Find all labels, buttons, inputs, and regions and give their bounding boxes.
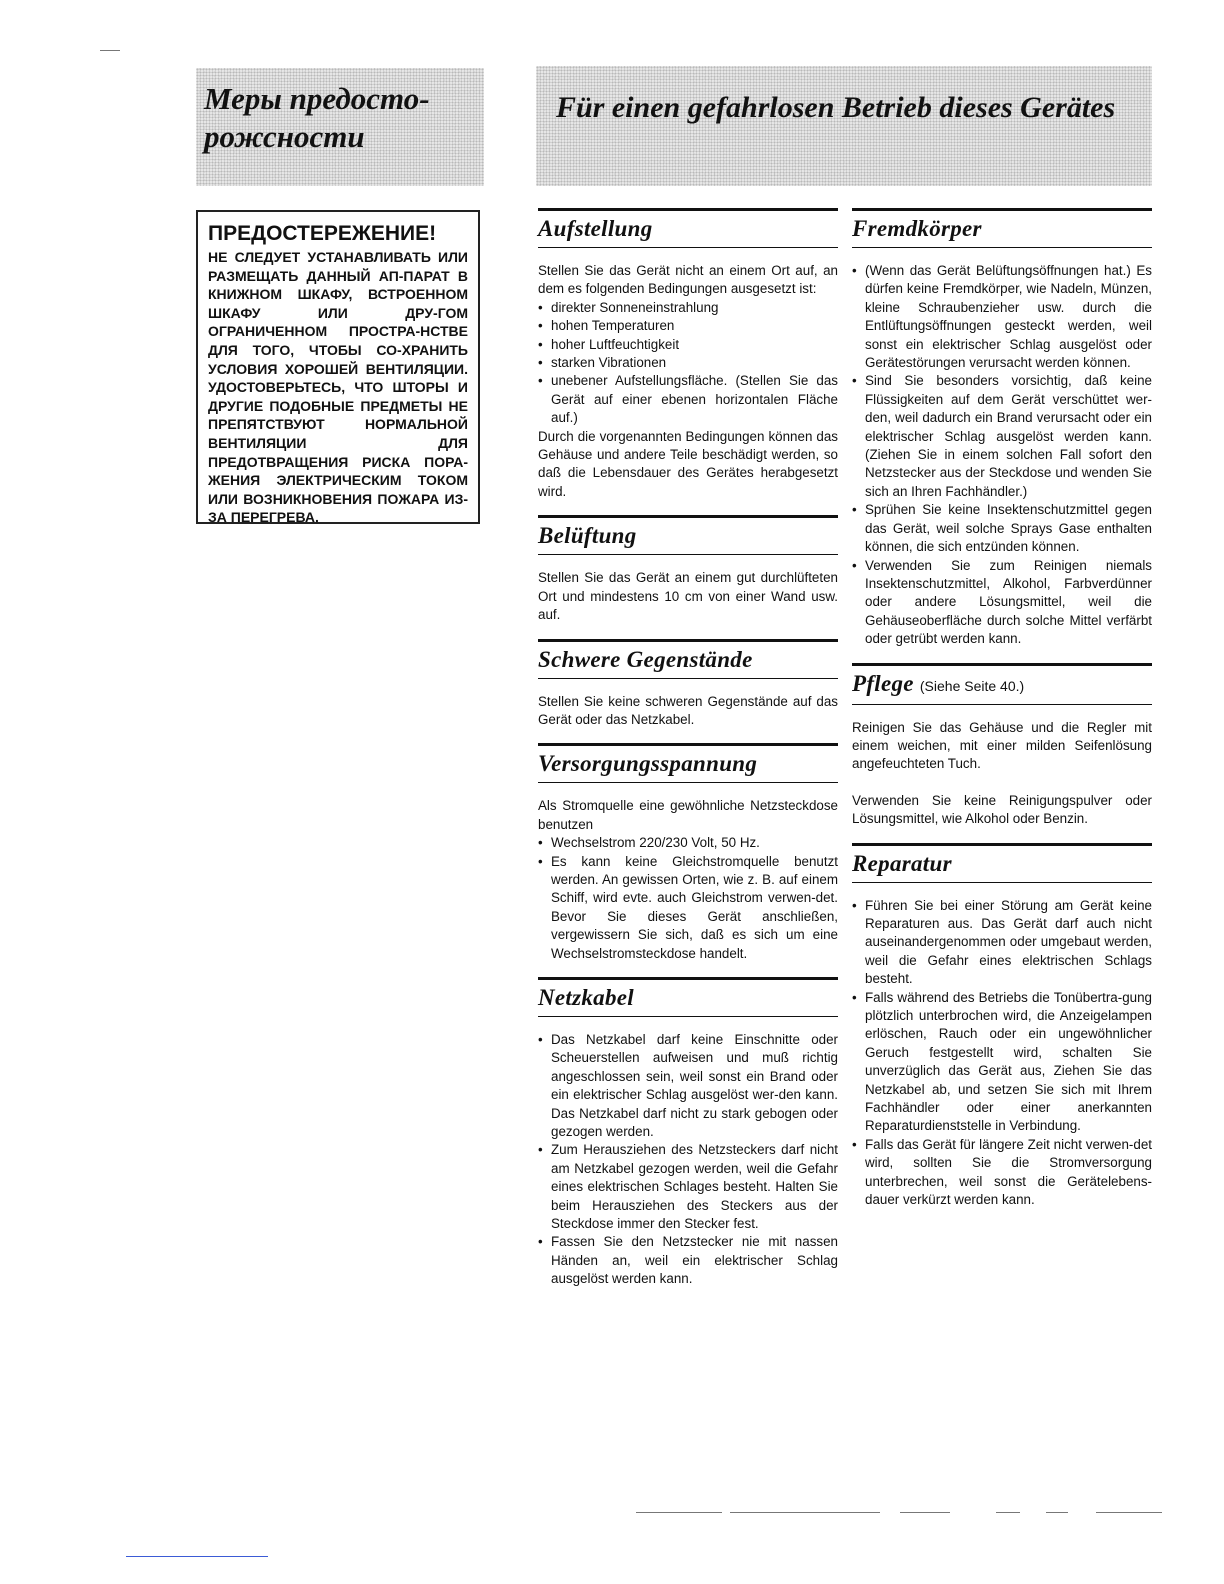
- netzkabel-list: [538, 1031, 838, 1289]
- banner-german: [536, 66, 1152, 186]
- heading-reparatur: Reparatur: [852, 843, 1152, 883]
- section-fremdkoerper: [852, 208, 1152, 649]
- pflege-paragraph-2: Verwenden Sie keine Reinigungspulver oder Lösungsmittel, wie Alkohol oder Benzin.: [852, 792, 1152, 827]
- list-item: • unebener Aufstellungsfläche. (Stellen Sie das Gerät auf einer ebenen horizontalen Fläche auf.): [538, 372, 838, 427]
- section-reparatur: [852, 843, 1152, 1210]
- section-belueftung: [538, 515, 838, 624]
- list-item: • Zum Herausziehen des Netzsteckers darf nicht am Netzkabel gezogen werden, weil die Gefahr eines elektrischen Schlages besteht. Halten Sie beim Herausziehen des Steckers aus der Steckdose immer den Stecker fest.: [538, 1141, 838, 1233]
- list-item: • Wechselstrom 220/230 Volt, 50 Hz.: [538, 834, 838, 852]
- warning-box: [196, 210, 480, 524]
- footer-rule: [730, 1512, 880, 1513]
- pflege-heading-text: Pflege: [852, 670, 914, 696]
- list-item: • Das Netzkabel darf keine Einschnitte oder Scheuerstellen aufweisen und muß richtig angeschlossen sein, weil sonst ein Brand oder ein elektrischer Schlag ausgelöst wer-den kann. Das Netzkabel darf nicht zu stark gebogen oder gezogen werden.: [538, 1031, 838, 1141]
- footer-rule: [636, 1512, 722, 1513]
- section-pflege: [852, 663, 1152, 829]
- schwere-text: Stellen Sie keine schweren Gegenstände auf das Gerät oder das Netzkabel.: [538, 693, 838, 727]
- list-item: • (Wenn das Gerät Belüftungsöffnungen hat.) Es dürfen keine Fremdkörper, wie Nadeln, Münzen, kleine Schraubenzieher usw. durch die Entlüftungsöffnungen gesteckt werden, weil sonst ein elektrischer Schlag ausgelöst oder Gerätestörungen verursacht werden können.: [852, 262, 1152, 372]
- list-item: • Führen Sie bei einer Störung am Gerät keine Reparaturen aus. Das Gerät darf auch nicht auseinandergenommen oder umgebaut werden, weil die Gefahr eines elektrischen Schlags besteht.: [852, 897, 1152, 989]
- column-right: [852, 208, 1152, 1223]
- heading-schwere: Schwere Gegenstände: [538, 639, 838, 679]
- list-item: • Falls während des Betriebs die Tonübertra-gung plötzlich unterbrochen wird, die Anzeigelampen erlöschen, Rauch oder ein ungewöhnlicher Geruch festgestellt wird, schalten Sie unverzüglich das Gerät aus, Ziehen Sie das Netzkabel ab, und setzen Sie sich mit Ihrem Fachhändler oder einer anerkannten Reparaturdienststelle in Verbindung.: [852, 989, 1152, 1136]
- list-item: • Verwenden Sie zum Reinigen niemals Insektenschutzmittel, Alkohol, Farbverdünner oder andere Lösungsmittel, weil die Gehäuseoberfläche durch solche Mittel verfärbt oder getrübt werden kann.: [852, 557, 1152, 649]
- scan-artifact-line: [100, 50, 120, 51]
- versorgung-list: [538, 834, 838, 963]
- footer-rule: [1046, 1512, 1068, 1513]
- section-aufstellung: [538, 208, 838, 501]
- banner-title-german: Für einen gefahrlosen Betrieb dieses Gerätes: [556, 91, 1116, 124]
- heading-aufstellung: Aufstellung: [538, 208, 838, 248]
- versorgung-intro: Als Stromquelle eine gewöhnliche Netzsteckdose benutzen: [538, 798, 838, 832]
- banner-russian: [196, 68, 484, 186]
- fremdkoerper-list: [852, 262, 1152, 649]
- reparatur-list: [852, 897, 1152, 1210]
- heading-pflege: [852, 663, 1152, 705]
- pflege-paragraph-1: Reinigen Sie das Gehäuse und die Regler mit einem weichen, mit einer milden Seifenlösung angefeuchteten Tuch.: [852, 719, 1152, 772]
- list-item: • starken Vibrationen: [538, 354, 838, 372]
- heading-versorgung: Versorgungsspannung: [538, 743, 838, 783]
- list-item: • hoher Luftfeuchtigkeit: [538, 336, 838, 354]
- warning-text: НЕ СЛЕДУЕТ УСТАНАВЛИВАТЬ ИЛИ РАЗМЕЩАТЬ ДАННЫЙ АП-ПАРАТ В КНИЖНОМ ШКАФУ, ВСТРОЕННОМ ШКАФУ ИЛИ ДРУ-ГОМ ОГРАНИЧЕННОМ ПРОСТРА-НСТВЕ ДЛЯ ТОГО, ЧТОБЫ СО-ХРАНИТЬ УСЛОВИЯ ХОРОШЕЙ ВЕНТИЛЯЦИИ. УДОСТОВЕРЬТЕСЬ, ЧТО ШТОРЫ И ДРУГИЕ ПОДОБНЫЕ ПРЕДМЕТЫ НЕ ПРЕПЯТСТВУЮТ НОРМАЛЬНОЙ ВЕНТИЛЯЦИИ ДЛЯ ПРЕДОТВРАЩЕНИЯ РИСКА ПОРА-ЖЕНИЯ ЭЛЕКТРИЧЕСКИМ ТОКОМ ИЛИ ВОЗНИКНОВЕНИЯ ПОЖАРА ИЗ-ЗА ПЕРЕГРЕВА.: [208, 249, 468, 526]
- footer-rule: [1096, 1512, 1162, 1513]
- aufstellung-list: [538, 299, 838, 428]
- belueftung-text: Stellen Sie das Gerät an einem gut durchlüfteten Ort und mindestens 10 cm von einer Wand usw. auf.: [538, 570, 838, 623]
- section-schwere: [538, 639, 838, 730]
- list-item: • direkter Sonneneinstrahlung: [538, 299, 838, 317]
- aufstellung-outro: Durch die vorgenannten Bedingungen können das Gehäuse und andere Teile beschädigt werden, so daß die Lebensdauer des Gerätes herabgesetzt wird.: [538, 428, 838, 499]
- banner-title-russian: Меры предосто-рожсности: [204, 81, 430, 154]
- heading-netzkabel: Netzkabel: [538, 977, 838, 1017]
- list-item: • Fassen Sie den Netzstecker nie mit nassen Händen an, weil ein elektrischer Schlag ausgelöst werden kann.: [538, 1233, 838, 1288]
- column-middle: [538, 208, 838, 1303]
- warning-title: ПРЕДОСТЕРЕЖЕНИЕ!: [208, 222, 437, 245]
- heading-fremdkoerper: Fremdkörper: [852, 208, 1152, 248]
- list-item: • Sprühen Sie keine Insektenschutzmittel gegen das Gerät, weil solche Sprays Gase enthalten können, die sich entzünden können.: [852, 501, 1152, 556]
- scan-artifact-blue-line: [126, 1556, 268, 1557]
- section-netzkabel: [538, 977, 838, 1289]
- heading-belueftung: Belüftung: [538, 515, 838, 555]
- list-item: • hohen Temperaturen: [538, 317, 838, 335]
- section-versorgung: [538, 743, 838, 963]
- pflege-page-reference: (Siehe Seite 40.): [919, 677, 1025, 694]
- list-item: • Es kann keine Gleichstromquelle benutzt werden. An gewissen Orten, wie z. B. auf einem Schiff, wird evte. auch Gleichstrom verwen-det. Bevor Sie dieses Gerät anschließen, vergewissern Sie sich, daß es sich um eine Wechselstromsteckdose handelt.: [538, 853, 838, 963]
- footer-rule: [900, 1512, 950, 1513]
- footer-rule: [996, 1512, 1020, 1513]
- list-item: • Sind Sie besonders vorsichtig, daß keine Flüssigkeiten auf dem Gerät verschüttet wer-den, weil dadurch ein Brand verursacht oder ein elektrischer Schlag ausgelöst werden kann. (Ziehen Sie in einem solchen Fall sofort den Netzstecker aus der Steckdose und wenden Sie sich an Ihren Fachhändler.): [852, 372, 1152, 501]
- list-item: • Falls das Gerät für längere Zeit nicht verwen-det wird, sollten Sie die Stromversorgung unterbrechen, weil sonst die Gerätelebens-dauer verkürzt werden kann.: [852, 1136, 1152, 1210]
- aufstellung-intro: Stellen Sie das Gerät nicht an einem Ort auf, an dem es folgenden Bedingungen ausgesetzt ist:: [538, 263, 838, 297]
